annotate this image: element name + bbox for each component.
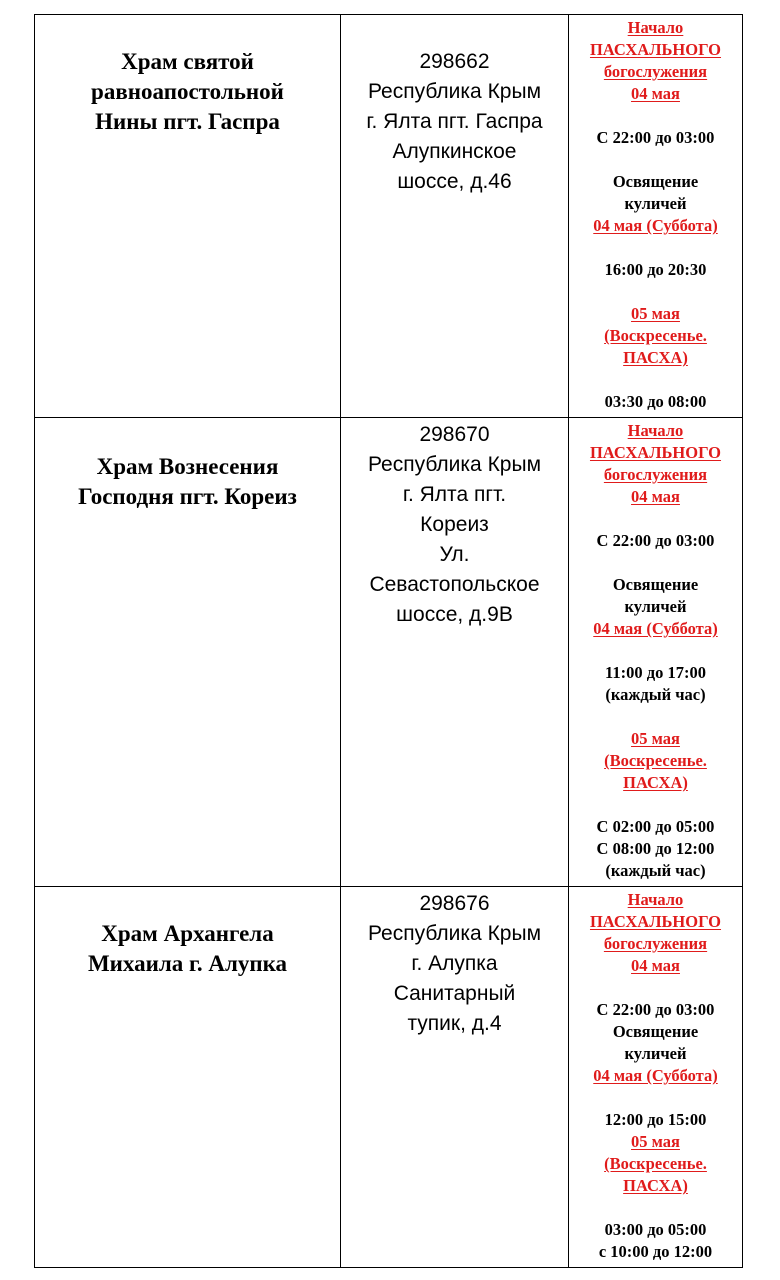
- address-line: Республика Крым: [367, 80, 542, 103]
- service-start-label: Начало: [627, 18, 684, 37]
- service-time: С 22:00 до 03:00: [596, 531, 715, 550]
- schedule-cell: [569, 418, 743, 887]
- church-name-line: равноапостольной: [91, 79, 284, 104]
- schedule: [569, 418, 742, 882]
- church-name: [35, 15, 340, 137]
- address-line: г. Ялта пгт.: [402, 483, 507, 506]
- address: [341, 15, 568, 197]
- blessing-label: Освящение: [612, 172, 699, 191]
- address-line: Республика Крым: [367, 922, 542, 945]
- schedule: [569, 15, 742, 413]
- church-name-line: Храм Архангела: [101, 921, 274, 946]
- service-start-label: богослужения: [603, 934, 708, 953]
- service-start-label: Начало: [627, 890, 684, 909]
- address-cell: [341, 418, 569, 887]
- service-start-label: ПАСХАЛЬНОГО: [589, 40, 722, 59]
- address-line: тупик, д.4: [407, 1012, 502, 1035]
- service-start-date: 04 мая: [631, 956, 680, 975]
- address-line: Кореиз: [420, 513, 489, 536]
- blessing-time: 11:00 до 17:00: [605, 663, 706, 682]
- easter-time-note: (каждый час): [605, 861, 706, 880]
- easter-date: 05 мая: [631, 729, 680, 748]
- schedule: [569, 887, 742, 1263]
- service-start-label: ПАСХАЛЬНОГО: [589, 912, 722, 931]
- easter-date: ПАСХА): [623, 1176, 688, 1195]
- address: [341, 887, 568, 1039]
- blessing-label: куличей: [624, 1044, 687, 1063]
- easter-date: ПАСХА): [623, 773, 688, 792]
- easter-date: 05 мая: [631, 304, 680, 323]
- schedule-cell: [569, 887, 743, 1268]
- church-name-line: Михаила г. Алупка: [87, 951, 288, 976]
- schedule-cell: [569, 15, 743, 418]
- service-time: С 22:00 до 03:00: [596, 128, 715, 147]
- table-row: [35, 15, 743, 418]
- postal-code: 298662: [419, 50, 490, 73]
- blessing-label: куличей: [624, 597, 687, 616]
- blessing-date: 04 мая (Суббота): [593, 619, 718, 638]
- service-time: С 22:00 до 03:00: [596, 1000, 715, 1019]
- blessing-time: 16:00 до 20:30: [604, 260, 707, 279]
- blessing-label: куличей: [624, 194, 687, 213]
- church-name-line: Нины пгт. Гаспра: [95, 109, 280, 134]
- easter-date: (Воскресенье.: [604, 1154, 707, 1173]
- service-start-label: Начало: [627, 421, 684, 440]
- easter-date: (Воскресенье.: [604, 326, 707, 345]
- easter-time: 03:30 до 08:00: [604, 392, 707, 411]
- church-name: [35, 887, 340, 979]
- postal-code: 298676: [419, 892, 490, 915]
- easter-time: 03:00 до 05:00: [604, 1220, 707, 1239]
- church-name-line: Господня пгт. Кореиз: [78, 484, 297, 509]
- address-line: Севастопольское: [369, 573, 540, 596]
- easter-time: с 10:00 до 12:00: [598, 1242, 713, 1261]
- easter-services-table: [34, 14, 743, 1268]
- address-line: Ул.: [439, 543, 470, 566]
- service-start-label: богослужения: [603, 465, 708, 484]
- service-start-label: ПАСХАЛЬНОГО: [589, 443, 722, 462]
- address-line: шоссе, д.46: [397, 170, 512, 193]
- address-line: г. Алупка: [411, 952, 498, 975]
- address-line: Санитарный: [393, 982, 516, 1005]
- church-name-cell: [35, 418, 341, 887]
- blessing-time-note: (каждый час): [605, 685, 706, 704]
- address-line: шоссе, д.9В: [396, 603, 513, 626]
- easter-date: 05 мая: [631, 1132, 680, 1151]
- blessing-date: 04 мая (Суббота): [593, 1066, 718, 1085]
- church-name-line: Храм Вознесения: [96, 454, 279, 479]
- address: [341, 418, 568, 630]
- easter-date: (Воскресенье.: [604, 751, 707, 770]
- address-cell: [341, 887, 569, 1268]
- church-name-cell: [35, 15, 341, 418]
- church-name: [35, 418, 340, 512]
- easter-date: ПАСХА): [623, 348, 688, 367]
- address-line: Алупкинское: [392, 140, 517, 163]
- church-name-cell: [35, 887, 341, 1268]
- postal-code: 298670: [419, 423, 490, 446]
- easter-time: С 08:00 до 12:00: [596, 839, 715, 858]
- easter-time: С 02:00 до 05:00: [596, 817, 715, 836]
- blessing-label: Освящение: [612, 575, 699, 594]
- service-start-label: богослужения: [603, 62, 708, 81]
- service-start-date: 04 мая: [631, 84, 680, 103]
- blessing-label: Освящение: [612, 1022, 699, 1041]
- table-row: [35, 418, 743, 887]
- blessing-date: 04 мая (Суббота): [593, 216, 718, 235]
- table-row: [35, 887, 743, 1268]
- church-name-line: Храм святой: [121, 49, 254, 74]
- blessing-time: 12:00 до 15:00: [604, 1110, 707, 1129]
- address-cell: [341, 15, 569, 418]
- service-start-date: 04 мая: [631, 487, 680, 506]
- address-line: г. Ялта пгт. Гаспра: [366, 110, 543, 133]
- address-line: Республика Крым: [367, 453, 542, 476]
